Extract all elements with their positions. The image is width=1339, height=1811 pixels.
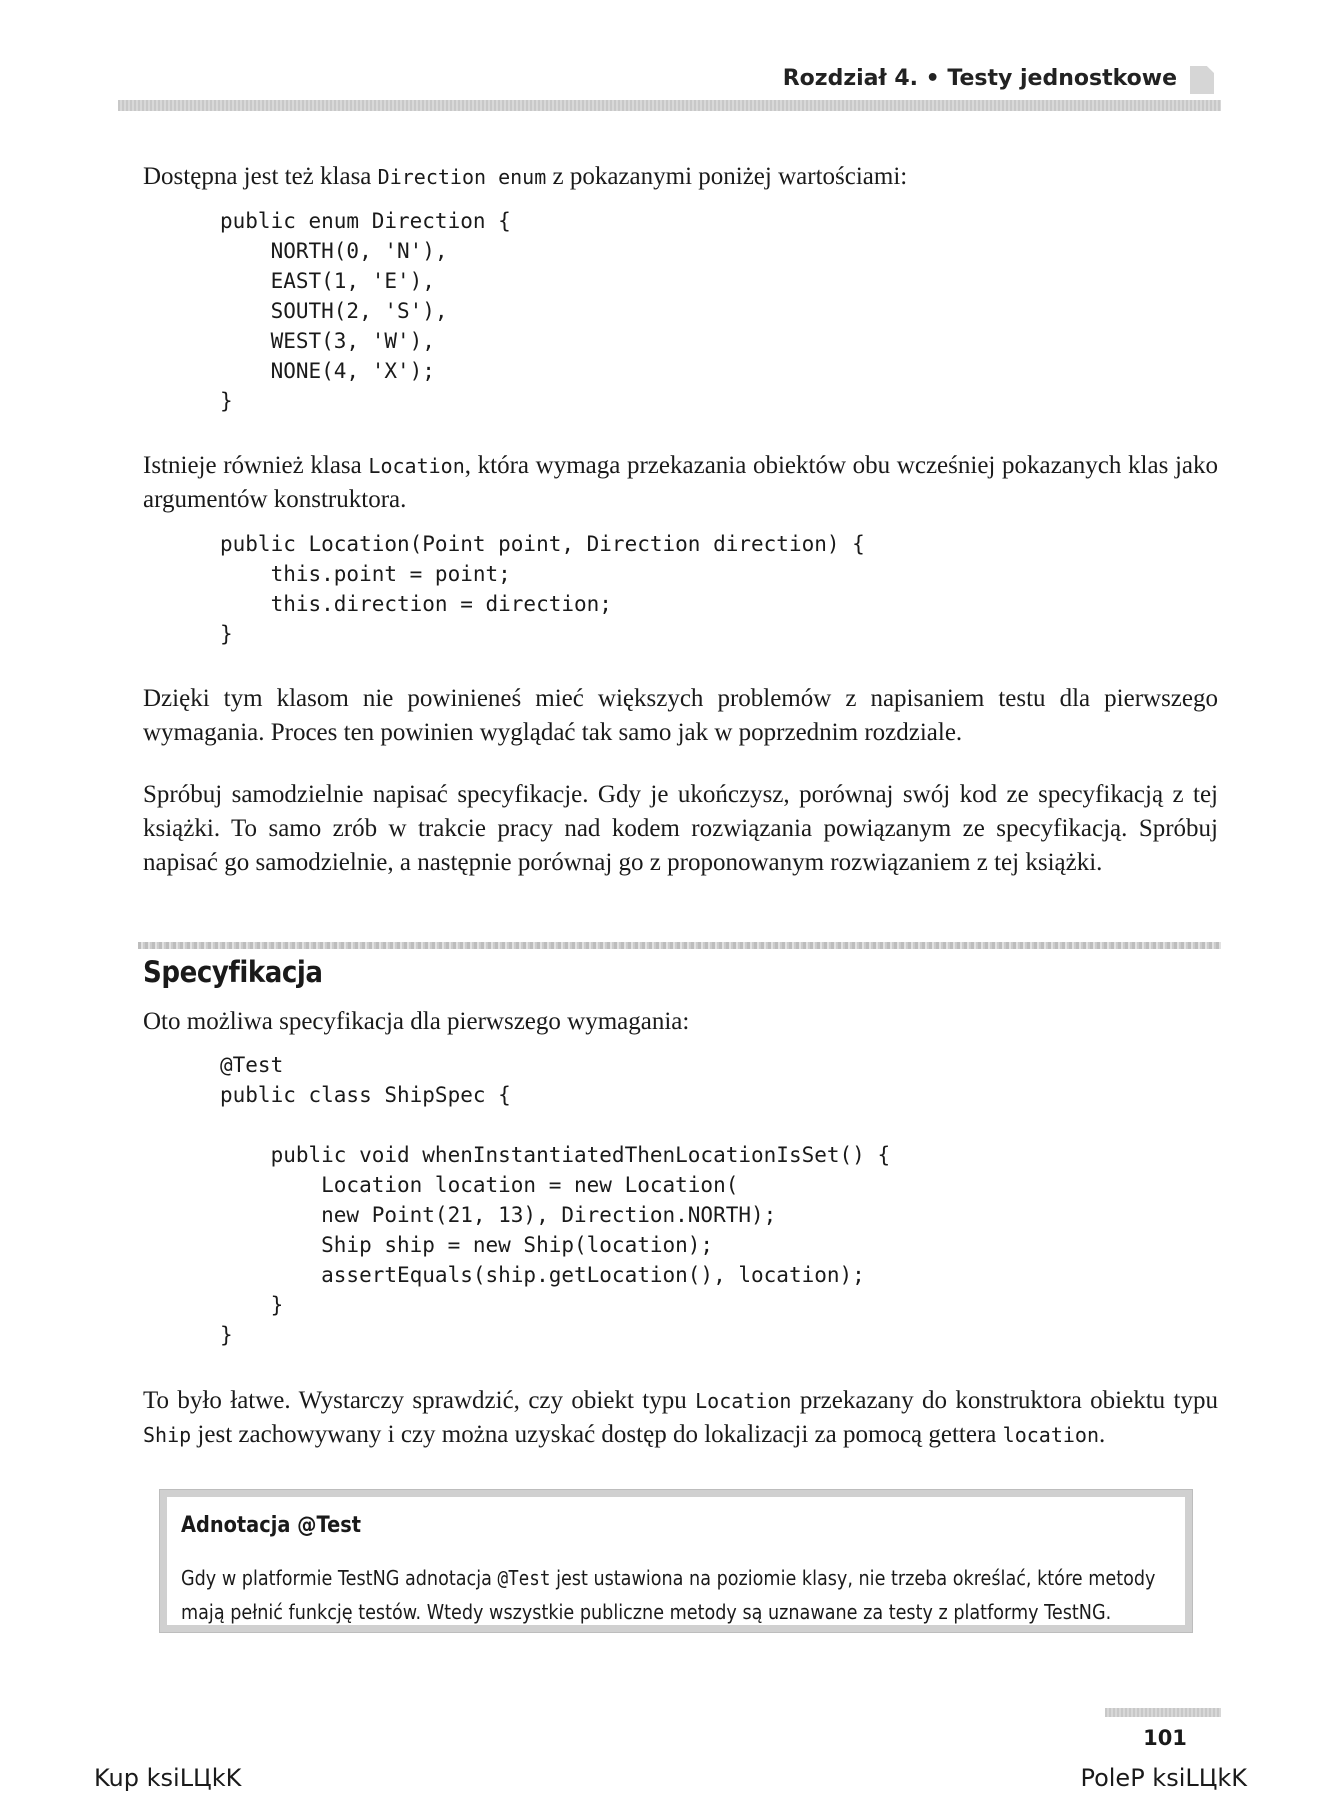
code-block-location-constructor: public Location(Point point, Direction direction) { this.point = point; this.direction = direction; } (220, 532, 865, 646)
text-run: Dostępna jest też klasa (143, 163, 378, 190)
note-box (160, 1490, 1192, 1632)
text-run: . (1098, 1421, 1106, 1448)
text-run: Istnieje również klasa (143, 452, 369, 479)
footer-recommend-book-link[interactable]: PoleP ksiLЦkK (1080, 1764, 1247, 1792)
text-run: jest zachowywany i czy można uzyskać dostęp do lokalizacji za pomocą gettera (191, 1421, 1003, 1448)
paragraph-classes-help: Dzięki tym klasom nie powinieneś mieć większych problemów z napisaniem testu dla pierwszego wymagania. Proces ten powinien wyglądać tak samo jak w poprzednim rozdziale. (143, 685, 1218, 746)
text-run: , która wymaga przekazania obiektów obu wcześniej pokazanych klas jako argumentów konstruktora. (143, 452, 1218, 513)
running-header-title: Rozdział 4. • Testy jednostkowe (782, 66, 1177, 91)
page-corner-tab (1190, 66, 1214, 94)
paragraph-try-yourself: Spróbuj samodzielnie napisać specyfikacje. Gdy je ukończysz, porównaj swój kod ze specyfikacją z tej książki. To samo zrób w trakcie pracy nad kodem rozwiązania powiązanym ze specyfikacją. Spróbuj napisać go samodzielnie, a następnie porównaj go z proponowanym rozwiązaniem z tej książki. (143, 781, 1218, 876)
paragraph-easy-explanation (143, 1384, 1218, 1452)
code-block-enum-direction: public enum Direction { NORTH(0, 'N'), EAST(1, 'E'), SOUTH(2, 'S'), WEST(3, 'W'), NONE(4, 'X'); } (220, 209, 511, 413)
inline-code: Direction enum (377, 165, 547, 189)
text-run: To było łatwe. Wystarczy sprawdzić, czy obiekt typu (143, 1387, 696, 1414)
inline-code: Location (368, 454, 465, 478)
inline-code: location (1002, 1423, 1099, 1447)
section-heading: Specyfikacja (143, 955, 323, 989)
paragraph-spec-intro: Oto możliwa specyfikacja dla pierwszego wymagania: (143, 1008, 690, 1035)
footer-rule (1105, 1708, 1221, 1717)
inline-code: @Test (497, 1566, 551, 1590)
header-rule (118, 100, 1221, 111)
inline-code: Location (695, 1389, 792, 1413)
paragraph-direction-intro (143, 160, 1218, 194)
note-title: Adnotacja @Test (181, 1513, 362, 1538)
text-run: przekazany do konstruktora obiektu typu (791, 1387, 1219, 1414)
note-text (181, 1561, 1175, 1629)
inline-code: Ship (143, 1423, 192, 1447)
page-number: 101 (1143, 1726, 1187, 1750)
text-run: jest ustawiona na poziomie klasy, nie trzeba określać, które metody mają pełnić funkcję testów. Wtedy wszystkie publiczne metody są uznawane za testy z platformy TestNG. (181, 1566, 1156, 1624)
text-run: Gdy w platformie TestNG adnotacja (181, 1566, 498, 1590)
section-rule (138, 942, 1221, 949)
code-block-ship-spec: @Test public class ShipSpec { public void whenInstantiatedThenLocationIsSet() { Location location = new Location( new Point(21, 13), Direction.NORTH); Ship ship = new Ship(location); assertEquals(ship.getLocation(), location); } } (220, 1053, 891, 1347)
paragraph-location-intro (143, 449, 1218, 517)
footer-buy-book-link[interactable]: Kup ksiLЦkK (94, 1764, 242, 1792)
text-run: z pokazanymi poniżej wartościami: (546, 163, 908, 190)
